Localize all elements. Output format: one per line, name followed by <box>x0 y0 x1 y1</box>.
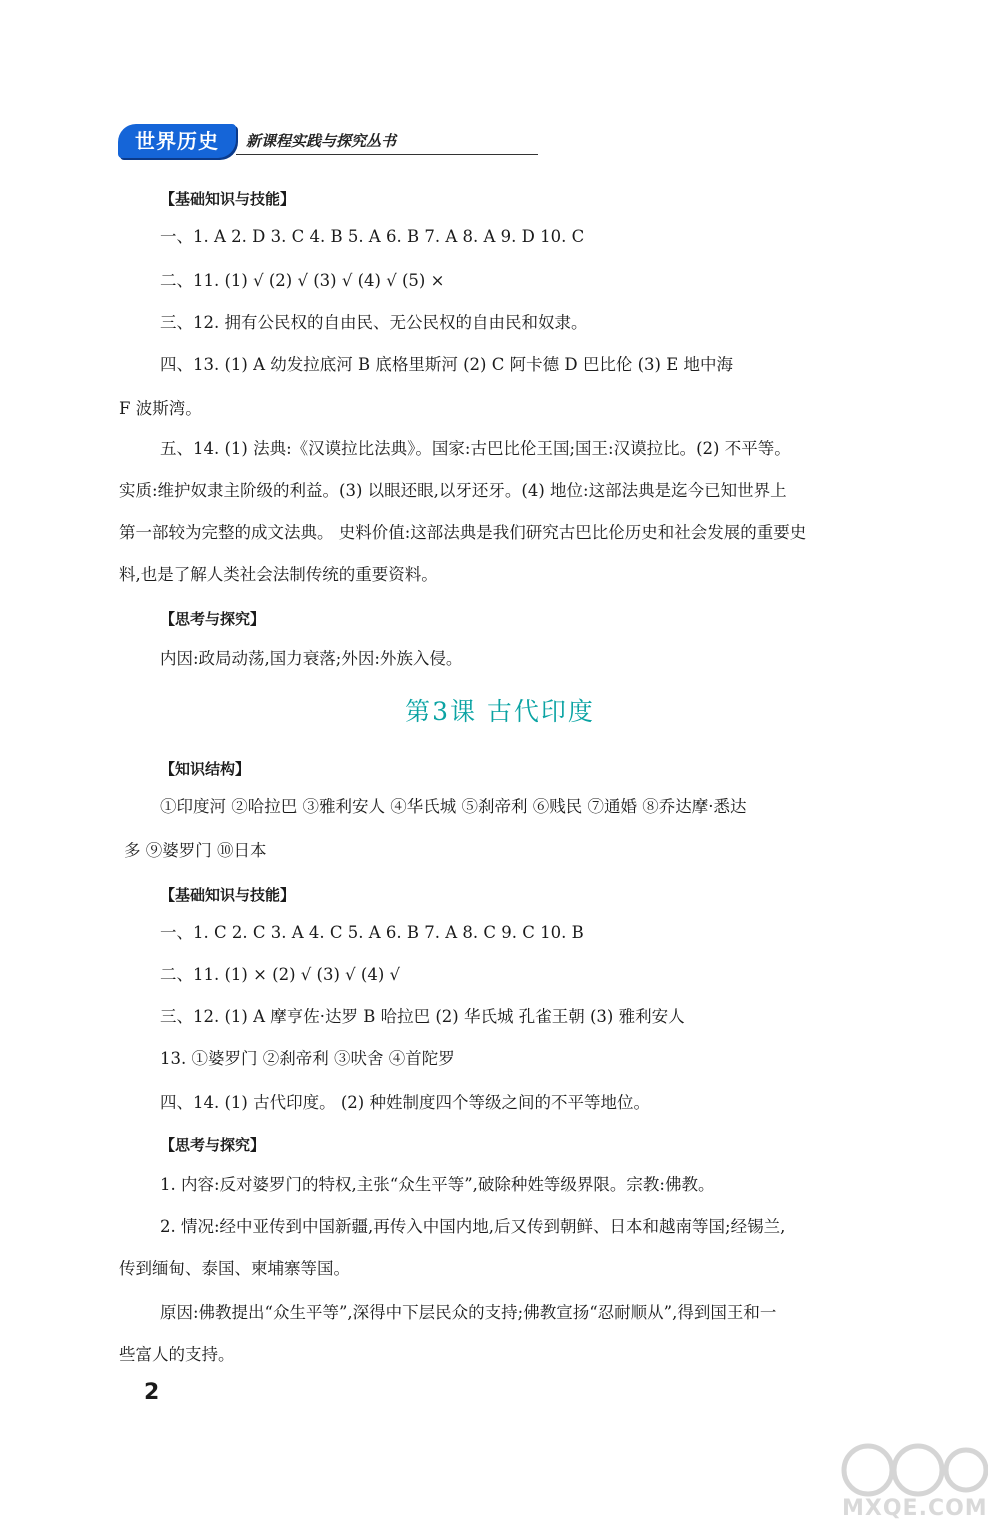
answer-line: 一、1. A 2. D 3. C 4. B 5. A 6. B 7. A 8. A 9. D 10. C <box>160 227 585 246</box>
answer-line: F 波斯湾。 <box>119 399 202 418</box>
section-title-basics-1: 【基础知识与技能】 <box>160 190 296 208</box>
answer-line: 一、1. C 2. C 3. A 4. C 5. A 6. B 7. A 8. C 9. C 10. B <box>160 923 584 942</box>
section-title-structure: 【知识结构】 <box>160 760 251 778</box>
lesson-title: 第3课 古代印度 <box>405 697 595 726</box>
answer-line: 实质:维护奴隶主阶级的利益。(3) 以眼还眼,以牙还牙。(4) 地位:这部法典是迄今已知世界上 <box>119 481 787 500</box>
answer-line: 传到缅甸、泰国、柬埔寨等国。 <box>119 1259 350 1278</box>
answer-line: 1. 内容:反对婆罗门的特权,主张“众生平等”,破除种姓等级界限。宗教:佛教。 <box>160 1175 715 1194</box>
answer-line: 些富人的支持。 <box>119 1345 235 1364</box>
watermark-logo <box>838 1440 988 1530</box>
watermark-icon <box>838 1440 988 1500</box>
answer-line: 多 ⑨婆罗门 ⑩日本 <box>124 841 267 860</box>
book-badge: 世界历史 <box>118 124 236 158</box>
answer-line: 三、12. (1) A 摩亨佐·达罗 B 哈拉巴 (2) 华氏城 孔雀王朝 (3) 雅利安人 <box>160 1007 685 1026</box>
answer-line: 内因:政局动荡,国力衰落;外因:外族入侵。 <box>160 649 463 668</box>
page-header <box>118 124 418 160</box>
section-title-basics-2: 【基础知识与技能】 <box>160 886 296 904</box>
answer-line: 四、14. (1) 古代印度。 (2) 种姓制度四个等级之间的不平等地位。 <box>160 1093 650 1112</box>
answer-line: 三、12. 拥有公民权的自由民、无公民权的自由民和奴隶。 <box>160 313 588 332</box>
answer-line: 2. 情况:经中亚传到中国新疆,再传入中国内地,后又传到朝鲜、日本和越南等国;经锡兰, <box>160 1217 786 1236</box>
answer-line: ①印度河 ②哈拉巴 ③雅利安人 ④华氏城 ⑤刹帝利 ⑥贱民 ⑦通婚 ⑧乔达摩·悉达 <box>160 797 747 816</box>
answer-line: 原因:佛教提出“众生平等”,深得中下层民众的支持;佛教宣扬“忍耐顺从”,得到国王和一 <box>160 1303 777 1322</box>
answer-line: 13. ①婆罗门 ②刹帝利 ③吠舍 ④首陀罗 <box>160 1049 455 1068</box>
watermark-text: MXQE.COM <box>842 1496 988 1521</box>
answer-line: 二、11. (1) × (2) √ (3) √ (4) √ <box>160 965 401 984</box>
answer-line: 第一部较为完整的成文法典。 史料价值:这部法典是我们研究古巴比伦历史和社会发展的重要史 <box>119 523 807 542</box>
section-title-think-1: 【思考与探究】 <box>160 610 266 628</box>
answer-line: 五、14. (1) 法典:《汉谟拉比法典》。国家:古巴比伦王国;国王:汉谟拉比。(2) 不平等。 <box>160 439 791 458</box>
answer-line: 四、13. (1) A 幼发拉底河 B 底格里斯河 (2) C 阿卡德 D 巴比伦 (3) E 地中海 <box>160 355 733 374</box>
series-title: 新课程实践与探究丛书 <box>246 132 397 150</box>
page-number: 2 <box>144 1380 160 1405</box>
section-title-think-2: 【思考与探究】 <box>160 1136 266 1154</box>
answer-line: 二、11. (1) √ (2) √ (3) √ (4) √ (5) × <box>160 271 445 290</box>
header-rule <box>236 154 538 155</box>
answer-line: 料,也是了解人类社会法制传统的重要资料。 <box>119 565 438 584</box>
